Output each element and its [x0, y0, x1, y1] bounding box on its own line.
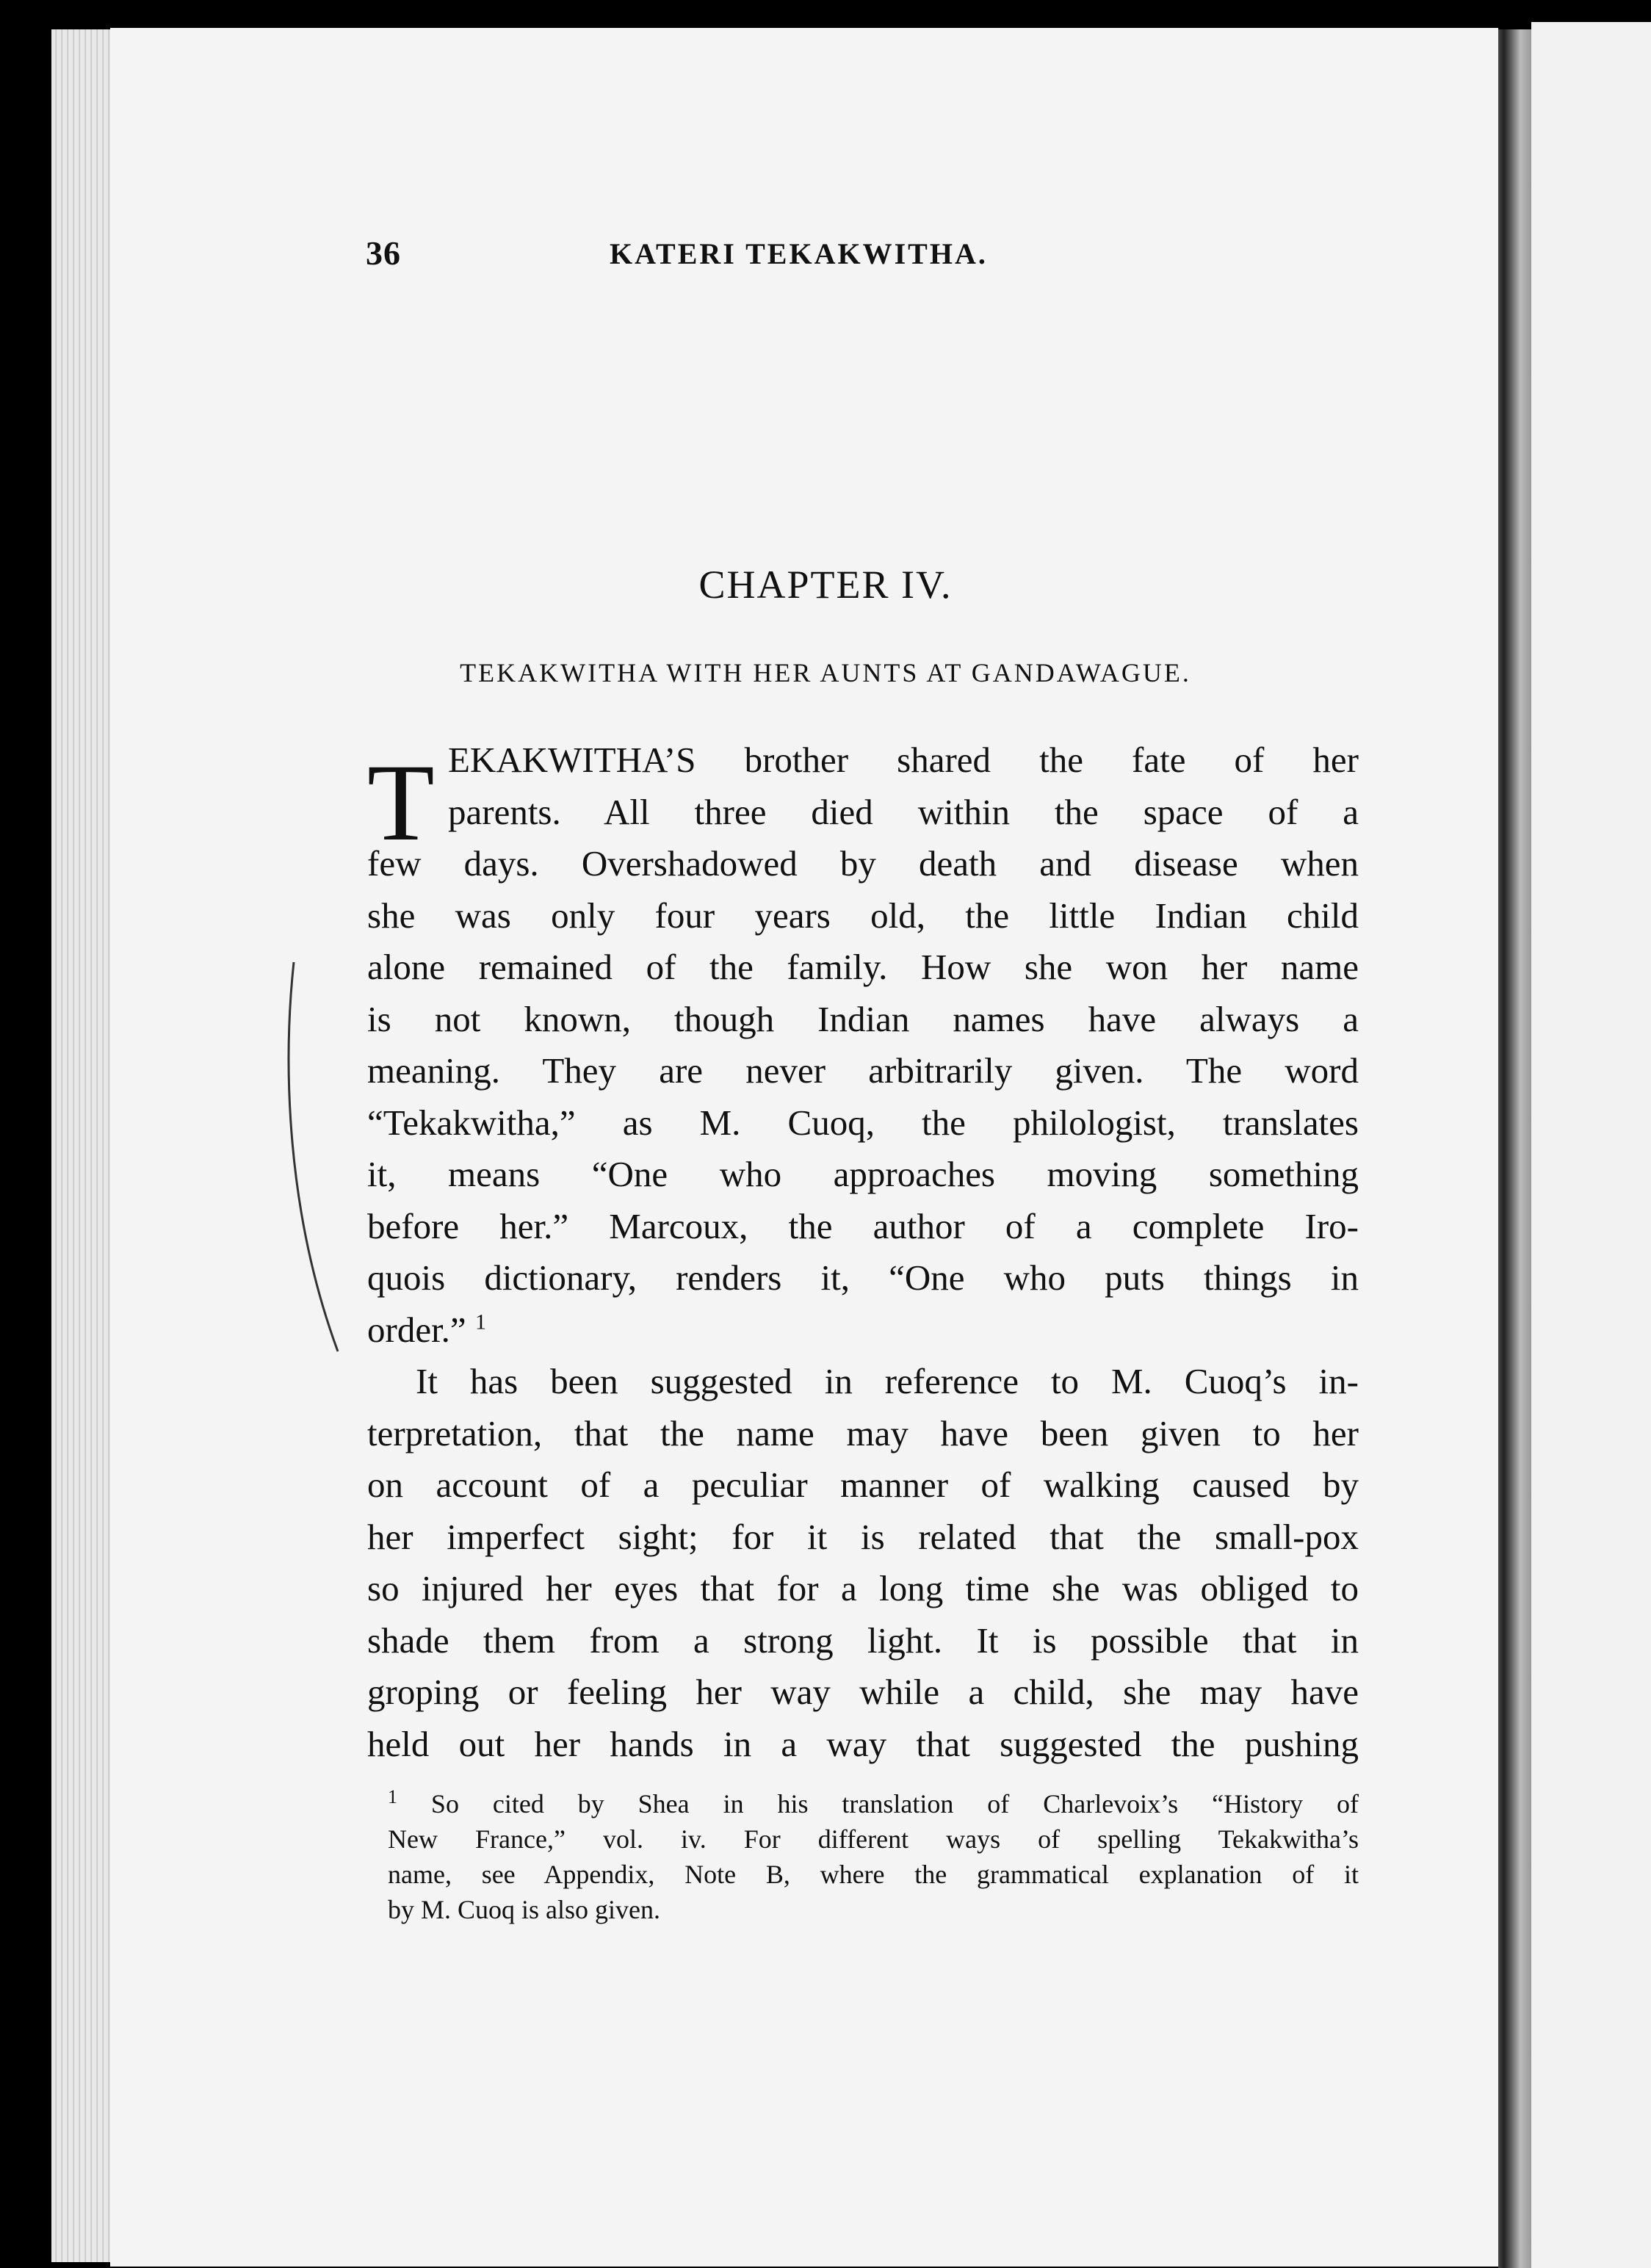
page-number: 36 — [366, 234, 401, 272]
facing-page — [1531, 22, 1651, 2268]
text-line: EKAKWITHA’S brother shared the fate of her — [448, 740, 1359, 780]
footnote-line: by M. Cuoq is also given. — [388, 1895, 661, 1924]
text-line: held out her hands in a way that suggested the pushing — [367, 1723, 1359, 1764]
text-line: before her.” Marcoux, the author of a complete Iro- — [367, 1205, 1359, 1246]
drop-cap: T — [367, 742, 435, 864]
footnote — [388, 1786, 1359, 1927]
text-line: she was only four years old, the little Indian child — [367, 895, 1359, 936]
text-line: quois dictionary, renders it, “One who puts things in — [367, 1257, 1359, 1298]
text-line: terpretation, that the name may have been given to her — [367, 1412, 1359, 1453]
body-text — [367, 734, 1359, 1770]
footnote-reference: 1 — [474, 1310, 486, 1335]
footnote-line: name, see Appendix, Note B, where the grammatical explanation of it — [388, 1860, 1359, 1889]
footnote-line: New France,” vol. iv. For different ways of spelling Tekakwitha’s — [388, 1824, 1359, 1854]
text-line: groping or feeling her way while a child, she may have — [367, 1672, 1359, 1712]
text-line: It has been suggested in reference to M. Cuoq’s in- — [416, 1361, 1359, 1401]
page-edges-left — [51, 29, 118, 2262]
text-line: parents. All three died within the space of a — [448, 791, 1359, 832]
footnote-number: 1 — [388, 1786, 397, 1807]
pencil-margin-mark — [279, 955, 367, 1366]
chapter-subtitle: TEKAKWITHA WITH HER AUNTS AT GANDAWAGUE. — [460, 658, 1191, 687]
chapter-title: CHAPTER IV. — [698, 563, 953, 607]
text-line: her imperfect sight; for it is related that the small-pox — [367, 1516, 1359, 1557]
footnote-line — [388, 1786, 1359, 1821]
text-line: meaning. They are never arbitrarily given. The word — [367, 1050, 1359, 1091]
footnote-text: So cited by Shea in his translation of Charlevoix’s “History of — [430, 1789, 1359, 1819]
running-head: KATERI TEKAKWITHA. — [610, 237, 988, 270]
text-line-end: order.” — [367, 1309, 466, 1350]
text-line: so injured her eyes that for a long time she was obliged to — [367, 1568, 1359, 1608]
text-line: it, means “One who approaches moving something — [367, 1154, 1359, 1194]
text-line — [367, 1304, 1359, 1357]
text-line: shade them from a strong light. It is possible that in — [367, 1619, 1359, 1661]
text-line: is not known, though Indian names have always a — [367, 998, 1359, 1039]
text-line: on account of a peculiar manner of walking caused by — [367, 1465, 1359, 1505]
text-line: few days. Overshadowed by death and disease when — [367, 843, 1359, 884]
text-line: alone remained of the family. How she won her name — [367, 947, 1359, 987]
text-line: “Tekakwitha,” as M. Cuoq, the philologist, translates — [367, 1102, 1359, 1143]
binding-gutter — [1498, 29, 1531, 2268]
